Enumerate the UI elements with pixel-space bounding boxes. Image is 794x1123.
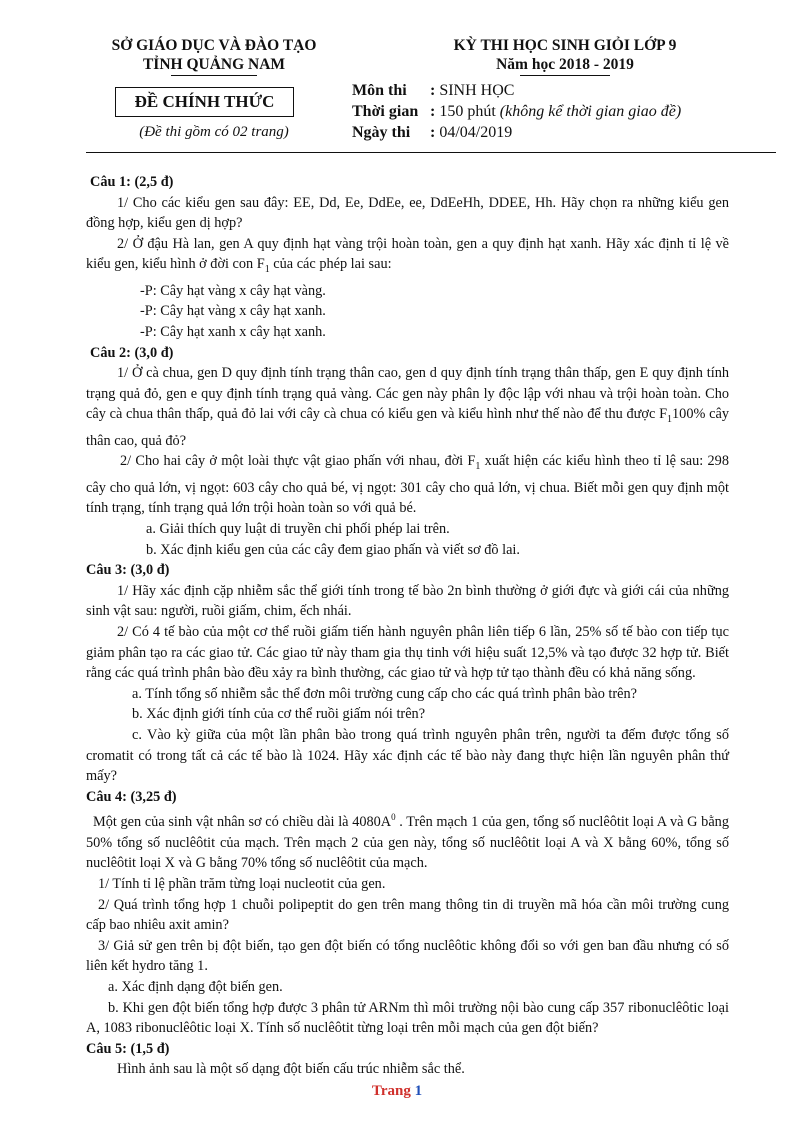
time-value: 150 phút <box>439 103 496 120</box>
pages-note: (Đề thi gồm có 02 trang) <box>139 124 289 140</box>
q1-cross-2: -P: Cây hạt vàng x cây hạt xanh. <box>140 303 326 320</box>
q2-part1-text: 1/ Ở cà chua, gen D quy định tính trạng thân cao, gen d quy định tính trạng thân thấp, gen E quy định tính trạng quả đỏ, gen e quy định tính trạng quả vàng. Các gen này phân ly độc lập với nhau và trội hoàn toàn. Cho cây cà chua thân thấp, quả đỏ lai với cây cà chua có kiểu gen và kiểu hình như thế nào để thu được F <box>86 365 729 423</box>
q1-part2 <box>86 234 729 281</box>
q4-intro-sup: 0 <box>391 812 396 823</box>
q2-item-b: b. Xác định kiểu gen của các cây đem giao phấn và viết sơ đồ lai. <box>146 541 520 558</box>
q5-title: Câu 5: (1,5 đ) <box>86 1040 170 1057</box>
q2-part1-tail: 100% cây thân cao, quả đỏ? <box>86 406 729 449</box>
q2-part1 <box>86 363 729 451</box>
q4-intro-text: Một gen của sinh vật nhân sơ có chiều dài là 4080A <box>93 814 392 831</box>
q2-part2-tail: xuất hiện các kiểu hình theo tỉ lệ sau: 298 cây cho quả lớn, vị ngọt: 603 cây cho quả bé, vị ngọt: 301 cây cho quả lớn, vị chua. Biết mỗi gen quy định một tính trạng, tính trạng quả lớn trội hoàn toàn so với quả bé. <box>86 453 729 517</box>
q1-title: Câu 1: (2,5 đ) <box>90 174 174 190</box>
header-underline-left <box>171 75 257 76</box>
q1-part2-tail: của các phép lai sau: <box>269 256 392 273</box>
q2-title: Câu 2: (3,0 đ) <box>90 344 174 361</box>
time-colon: : <box>430 103 436 120</box>
school-year: Năm học 2018 - 2019 <box>496 56 634 73</box>
exam-meta <box>352 80 681 143</box>
header-underline-right <box>520 75 610 76</box>
q1-part2-text: 2/ Ở đậu Hà lan, gen A quy định hạt vàng trội hoàn toàn, gen a quy định hạt xanh. Hãy xác định tỉ lệ về kiểu gen, kiểu hình ở đời con F <box>86 235 729 273</box>
footer-page-word: Trang <box>371 1083 411 1099</box>
q4-item-a: a. Xác định dạng đột biến gen. <box>108 978 283 995</box>
date-colon: : <box>430 124 436 141</box>
date-value: 04/04/2019 <box>439 124 513 141</box>
q5-part1: Hình ảnh sau là một số dạng đột biến cấu trúc nhiễm sắc thể. <box>117 1061 465 1078</box>
q2-part2-sub: 1 <box>475 461 481 473</box>
q1-cross-3: -P: Cây hạt xanh x cây hạt xanh. <box>140 324 326 341</box>
q2-part1-sub: 1 <box>667 414 673 426</box>
q3-part2: 2/ Có 4 tế bào của một cơ thể ruồi giấm tiến hành nguyên phân liên tiếp 6 lần, 25% số tế bào con tiếp tục giảm phân tạo ra các giao tử. Các giao tử này tham gia thụ tinh với hiệu suất 12,5% và tạo được 32 hợp tử. Biết rằng các quá trình phân bào đều xảy ra bình thường, các giao tử và hợp tử tạo thành đều có khả năng sống. <box>86 624 729 682</box>
q1-cross-1: -P: Cây hạt vàng x cây hạt vàng. <box>140 282 326 299</box>
official-badge: ĐỀ CHÍNH THỨC <box>115 87 294 117</box>
time-row <box>352 101 681 122</box>
q1-part1: 1/ Cho các kiểu gen sau đây: EE, Dd, Ee, DdEe, ee, DdEeHh, DDEE, Hh. Hãy chọn ra những kiểu gen đồng hợp, kiểu gen dị hợp? <box>86 194 729 232</box>
q4-item-b: b. Khi gen đột biến tổng hợp được 3 phân tử ARNm thì môi trường nội bào cung cấp 357 ribonuclêôtic loại A, 1083 ribonuclêôtic loại X. Tính số nuclêôtit từng loại trên mỗi mạch của gen đột biến? <box>86 999 729 1037</box>
subject-colon: : <box>430 82 436 99</box>
subject-value: SINH HỌC <box>439 82 515 99</box>
q1-part2-sub: 1 <box>264 264 270 276</box>
q3-title: Câu 3: (3,0 đ) <box>86 562 170 579</box>
department-name: SỞ GIÁO DỤC VÀ ĐÀO TẠO <box>111 37 317 54</box>
q4-part3: 3/ Giả sử gen trên bị đột biến, tạo gen đột biến có tổng nuclêôtic không đổi so với gen ban đầu nhưng có số liên kết hydro tăng 1. <box>86 937 729 975</box>
time-note: (không kể thời gian giao đề) <box>499 103 682 120</box>
q4-title: Câu 4: (3,25 đ) <box>86 788 177 805</box>
q2-item-a: a. Giải thích quy luật di truyền chi phối phép lai trên. <box>146 521 450 538</box>
q2-part2-text: 2/ Cho hai cây ở một loài thực vật giao phấn với nhau, đời F <box>120 453 476 470</box>
subject-label: Môn thi <box>352 82 407 99</box>
q3-item-c: c. Vào kỳ giữa của một lần phân bào trong quá trình nguyên phân trên, người ta đếm được tổng số cromatit có trong tất cả các tế bào là 1024. Hãy xác định các tế bào này đang thực hiện lần nguyên phân thứ mấy? <box>86 727 729 785</box>
date-label: Ngày thi <box>352 124 411 141</box>
header-left <box>86 36 342 76</box>
q3-item-b: b. Xác định giới tính của cơ thể ruồi giấm nói trên? <box>132 706 426 723</box>
q4-part1: 1/ Tính tỉ lệ phần trăm từng loại nucleotit của gen. <box>98 875 386 892</box>
exam-body <box>86 172 729 1080</box>
exam-name: KỲ THI HỌC SINH GIỎI LỚP 9 <box>453 37 677 54</box>
page-footer <box>0 1083 794 1100</box>
province-name: TỈNH QUẢNG NAM <box>142 56 286 73</box>
date-row <box>352 122 681 143</box>
q3-item-a: a. Tính tổng số nhiễm sắc thể đơn môi trường cung cấp cho các quá trình phân bào trên? <box>132 685 637 702</box>
q4-part2: 2/ Quá trình tổng hợp 1 chuỗi polipeptit do gen trên mang thông tin di truyền mã hóa cần môi trường cung cấp bao nhiêu axit amin? <box>86 896 729 934</box>
q4-intro-tail: . Trên mạch 1 của gen, tổng số nuclêôtit loại A và G bằng 50% tổng số nuclêôtit của mạch. Trên mạch 2 của gen này, tổng số nuclêôtit loại A và X bằng 60%, tổng số nuclêôtit loại X và G bằng 70% tổng số nuclêôtit của mạch. <box>86 814 729 872</box>
header-divider <box>86 152 776 153</box>
time-label: Thời gian <box>352 103 419 120</box>
q2-part2 <box>86 451 729 519</box>
q4-intro <box>86 807 729 874</box>
q3-part1: 1/ Hãy xác định cặp nhiễm sắc thể giới tính trong tế bào 2n bình thường ở giới đực và giới cái của những sinh vật sau: người, ruồi giấm, chim, ếch nhái. <box>86 582 729 620</box>
header-right <box>392 36 738 76</box>
footer-page-number: 1 <box>414 1083 423 1099</box>
subject-row <box>352 80 681 101</box>
